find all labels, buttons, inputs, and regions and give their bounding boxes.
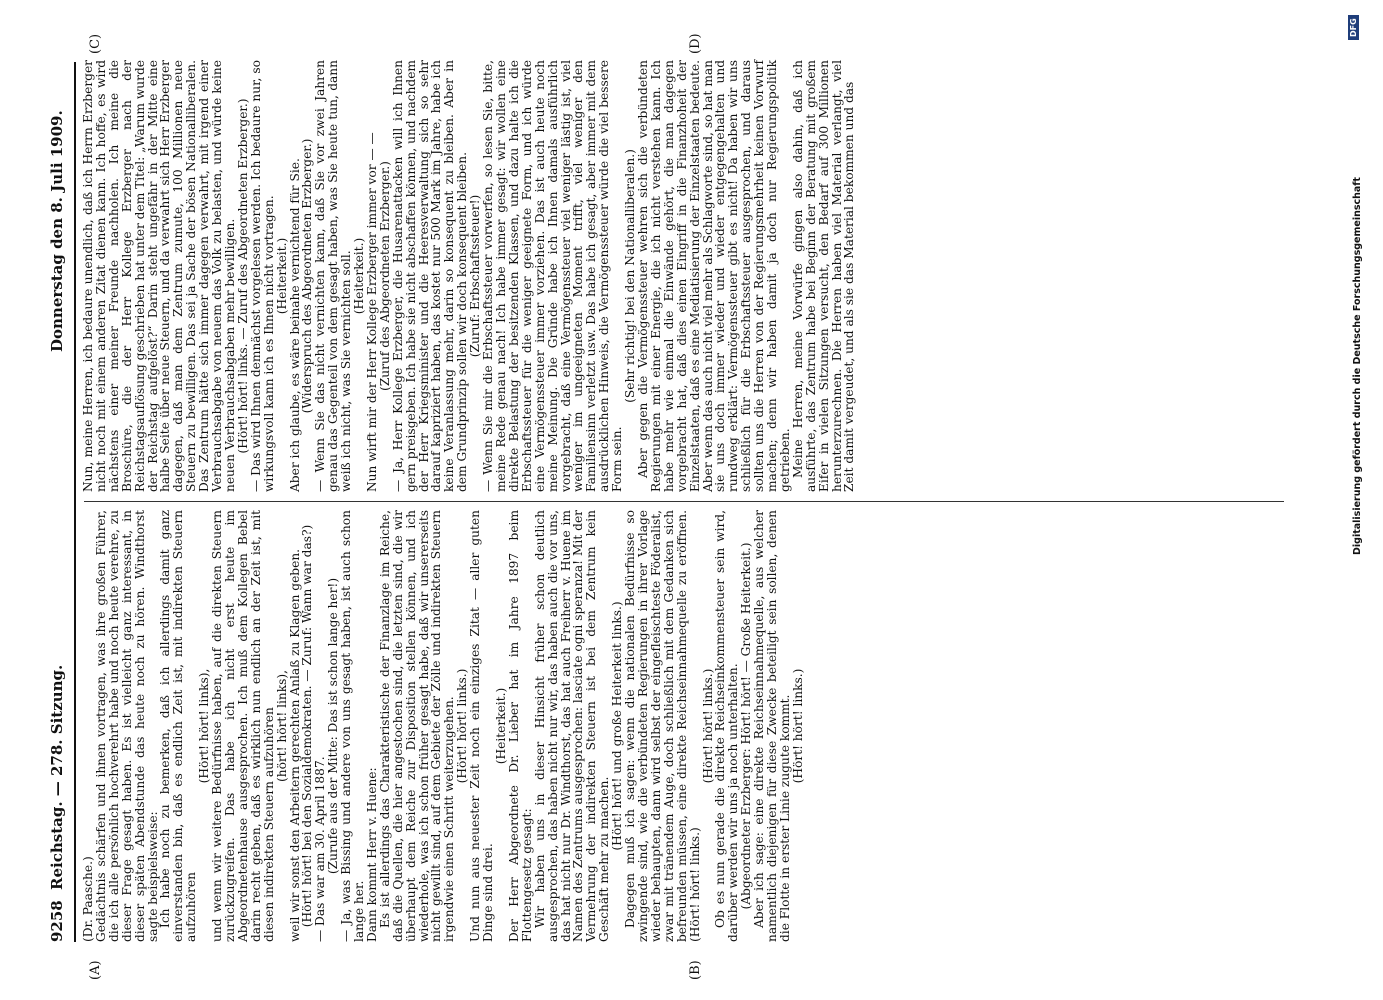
session-title: Reichstag. — 278. Sitzung. [48, 664, 66, 890]
paragraph: (Dr. Paasche.) [81, 856, 95, 942]
page-number: 9258 [48, 900, 66, 942]
right-column [82, 60, 856, 492]
margin-mark-d: (D) [688, 33, 703, 54]
margin-mark-a: (A) [88, 960, 103, 980]
paragraph: (hört! hört! links), [274, 669, 289, 783]
paragraph: (Heiterkeit.) [274, 237, 289, 315]
paragraph: Und nun aus neuester Zeit noch ein einziges Zitat — aller guten Dinge sind drei. [468, 510, 496, 942]
paragraph: Nun, meine Herren, ich bedaure unendlich, daß ich Herrn Erzberger nicht noch mit einem anderen Zitat dienen kann. Ich hoffe, es wird nächstens einer meiner Freunde nachholen. Ich meine die Broschüre, die der Herr Kollege Erzberger nach der Reichstagsauflösung geschrieben hat unter dem Titel: „Warum wurde der Reichstag aufgelöst?“ Darin steht ungefähr in der Mitte eine halbe Seite über neue Steuern, und da verwahrt sich Herr Erzberger dagegen, daß man dem Zentrum zumute, 100 Millionen neue Steuern zu bewilligen. Das sei ja Sache der bösen Nationalliberalen. Das Zentrum hätte sich immer dagegen verwahrt, mit irgend einer Verbrauchsabgabe von neuem das Volk zu belasten, und würde keine neuen Verbrauchsabgaben mehr bewilligen. [81, 60, 237, 492]
session-date: Donnerstag den 8. Juli 1909. [48, 110, 66, 352]
margin-mark-c: (C) [88, 33, 103, 54]
paragraph: Wir haben uns in dieser Hinsicht früher schon deutlich ausgesprochen, das haben nicht nur wir, das haben auch die vor uns, das hat nicht nur Dr. Windthorst, das hat auch Freiherr v. Huene im Namen des Zentrums ausgesprochen: lasciate ogni speranza! Mit der Vermehrung der indirekten Steuern ist bei dem Zentrum kein Geschäft mehr zu machen. [532, 510, 612, 942]
paragraph: Gedächtnis schärfen und ihnen vortragen, was ihre großen Führer, die ich alle persönlich hochverehrt habe und noch heute verehre, zu dieser Frage gesagt haben. Es ist vielleicht ganz interessant, in dieser späten Abendstunde das heute noch zu hören. Windthorst sagte beispielsweise: [93, 510, 160, 942]
left-column [82, 510, 805, 942]
paragraph: Ob es nun gerade die direkte Reichseinkommensteuer sein wird, darüber werden wir uns ja noch unterhalten. [713, 510, 741, 942]
paragraph: Es ist allerdings das Charakteristische der Finanzlage im Reiche, daß die Quellen, die hier angestochen sind, die letzten sind, die wir überhaupt dem Reiche zur Disposition stellen können, und ich wiederhole, was ich schon früher gesagt habe, daß wir unsererseits nicht gewillt sind, auf dem Gebiete der Zölle und indirekten Steuern irgendwie einen Schritt weiterzugehen. [377, 510, 457, 942]
paragraph: Der Herr Abgeordnete Dr. Lieber hat im Jahre 1897 beim Flottengesetz gesagt: [506, 510, 534, 942]
paragraph: (Hört! hört! und große Heiterkeit links.) [610, 601, 625, 851]
paragraph: (Zuruf: Erbschaftssteuer!) [468, 194, 483, 358]
paragraph: (Hört! hört! links. — Zuruf des Abgeordneten Erzberger.) [235, 98, 250, 454]
paragraph: (Heiterkeit.) [494, 687, 508, 765]
paragraph: (Sehr richtig! bei den Nationalliberalen.) [623, 149, 638, 403]
paragraph: (Hört! hört! links.) [455, 668, 470, 784]
paragraph: — Wenn Sie mir die Erbschaftssteuer vorwerfen, so lesen Sie, bitte, meine Rede genau nach! Ich habe immer gesagt: wir wollen eine direkte Belastung der besitzenden Klassen, und dazu halte ich die Erbschaftssteuer für die weniger geeignete Form, und ich würde eine Vermögenssteuer immer vorziehen. Das ist auch heute noch meine Meinung. Die Gründe habe ich Ihnen damals ausführlich vorgebracht, daß eine Vermögenssteuer viel weniger lästig ist, viel weniger im ungeeigneten Moment trifft, viel weniger den Familiensinn verletzt usw. Das habe ich gesagt, aber immer mit dem ausdrücklichen Hinweis, die Vermögenssteuer würde die viel bessere Form sein. [481, 60, 625, 492]
column-divider [84, 501, 1284, 502]
paragraph: — Das wird Ihnen demnächst vorgelesen werden. Ich bedaure nur, so wirkungsvoll kann ich es Ihnen nicht vortragen. [248, 60, 276, 492]
paragraph: (Hört! hört! links), [197, 668, 212, 784]
paragraph: Ich habe noch zu bemerken, daß ich allerdings damit ganz einverstanden bin, daß es endlich Zeit ist, mit indirekten Steuern aufzuhören [158, 510, 199, 942]
paragraph: weil wir sonst den Arbeitern gerechten Anlaß zu Klagen geben. [287, 548, 302, 942]
paragraph: Aber ich sage: eine direkte Reichseinnahmequelle, aus welcher namentlich diejenigen für diese Zwecke beteiligt sein sollen, denen die Flotte in erster Linie zugute kommt. [752, 510, 792, 942]
paragraph: — Das war am 30. April 1887. [313, 756, 328, 942]
dfg-logo: DFG [1348, 15, 1359, 40]
running-header [48, 62, 70, 942]
paragraph: (Heiterkeit.) [352, 237, 367, 315]
paragraph: Dagegen muß ich sagen: wenn die nationalen Bedürfnisse so zwingende sind, wie die verbündeten Regierungen in ihrer Vorlage wieder behaupten, dann wird selbst der eingefleischteste Föderalist, zwar mit tränendem Auge, doch schließlich mit dem Gedanken sich befreunden müssen, eine direkte Reichseinnahmequelle zu eröffnen. (Hört! hört! links.) [623, 510, 702, 942]
paragraph: — Wenn Sie das nicht vernichten kann, daß Sie vor zwei Jahren genau das Gegenteil von dem gesagt haben, was Sie heute tun, dann weiß ich nicht, was Sie vernichten soll. [313, 60, 354, 492]
paragraph: (Zurufe aus der Mitte: Das ist schon lange her!) [326, 577, 341, 875]
paragraph: (Zuruf des Abgeordneten Erzberger.) [377, 161, 392, 391]
paragraph: und wenn wir weitere Bedürfnisse haben, auf die direkten Steuern zurückzugreifen. Das habe ich nicht erst heute im Abgeordnetenhause ausgesprochen. Ich muß dem Kollegen Bebel darin recht geben, daß es wirklich nun endlich an der Zeit ist, mit diesen indirekten Steuern aufzuhören [210, 510, 276, 942]
paragraph: Aber gegen die Vermögenssteuer wehren sich die verbündeten Regierungen mit einer Energie, die ich nicht verstehen kann. Ich habe mehr wie einmal die Einwände gehört, die man dagegen vorgebracht hat, daß dies einen Eingriff in die Finanzhoheit der Einzelstaaten, daß es eine Mediatisierung der Einzelstaaten bedeute. Aber wenn das auch nicht viel mehr als Schlagworte sind, so hat man sie uns doch immer wieder und wieder entgegengehalten und rundweg erklärt: Vermögenssteuer gibt es nicht! Da haben wir uns schließlich für die Erbschaftssteuer ausgesprochen, und daraus sollten uns die Herren von der Regierungsmehrheit keinen Vorwurf machen; denn wir haben damit ja doch nur Regierungspolitik getrieben. [635, 60, 792, 492]
paragraph: — Ja, Herr Kollege Erzberger, die Husarenattacken will ich Ihnen gern preisgeben. Ich habe sie nicht abschaffen können, und nachdem der Herr Kriegsminister und die Heeresverwaltung sich so sehr darauf kapriziert haben, das kostet nur 500 Mark im Jahre, habe ich keine Veranlassung mehr, darin so konsequent zu bleiben. Aber in dem Grundprinzip sollen wir doch konsequent bleiben. [390, 60, 470, 492]
paragraph: (Hört! hört! links.) [700, 668, 715, 784]
paragraph: Dann kommt Herr v. Huene: [364, 767, 379, 942]
header-rule [74, 62, 76, 942]
paragraph: — Ja, was Bissing und andere von uns gesagt haben, ist auch schon lange her. [339, 510, 367, 942]
paragraph: Aber ich glaube, es wäre beinahe vernichtend für Sie. [287, 158, 302, 492]
digitization-credit: Digitalisierung gefördert durch die Deutsche Forschungsgemeinschaft [1352, 177, 1363, 555]
paragraph: (Abgeordneter Erzberger: Hört! hört! — Große Heiterkeit.) [739, 542, 754, 910]
paragraph: (Widerspruch des Abgeordneten Erzberger.) [300, 138, 315, 414]
margin-mark-b: (B) [688, 960, 703, 980]
paragraph: (Hört! hört! bei den Sozialdemokraten. — Zuruf: Wann war das?) [300, 524, 315, 928]
paragraph: Meine Herren, meine Vorwürfe gingen also dahin, daß ich ausführte, das Zentrum habe bei Beginn der Beratung mit großem Eifer in vielen Sitzungen versucht, den Bedarf auf 300 Millionen herunterzurechnen. Die Herren haben viel Material verlangt, viel Zeit damit vergeudet, und als sie das Material bekommen und das [790, 60, 857, 492]
paragraph: (Hört! hört! links.) [790, 668, 805, 784]
paragraph: Nun wirft mir der Herr Kollege Erzberger immer vor — — [364, 132, 379, 492]
